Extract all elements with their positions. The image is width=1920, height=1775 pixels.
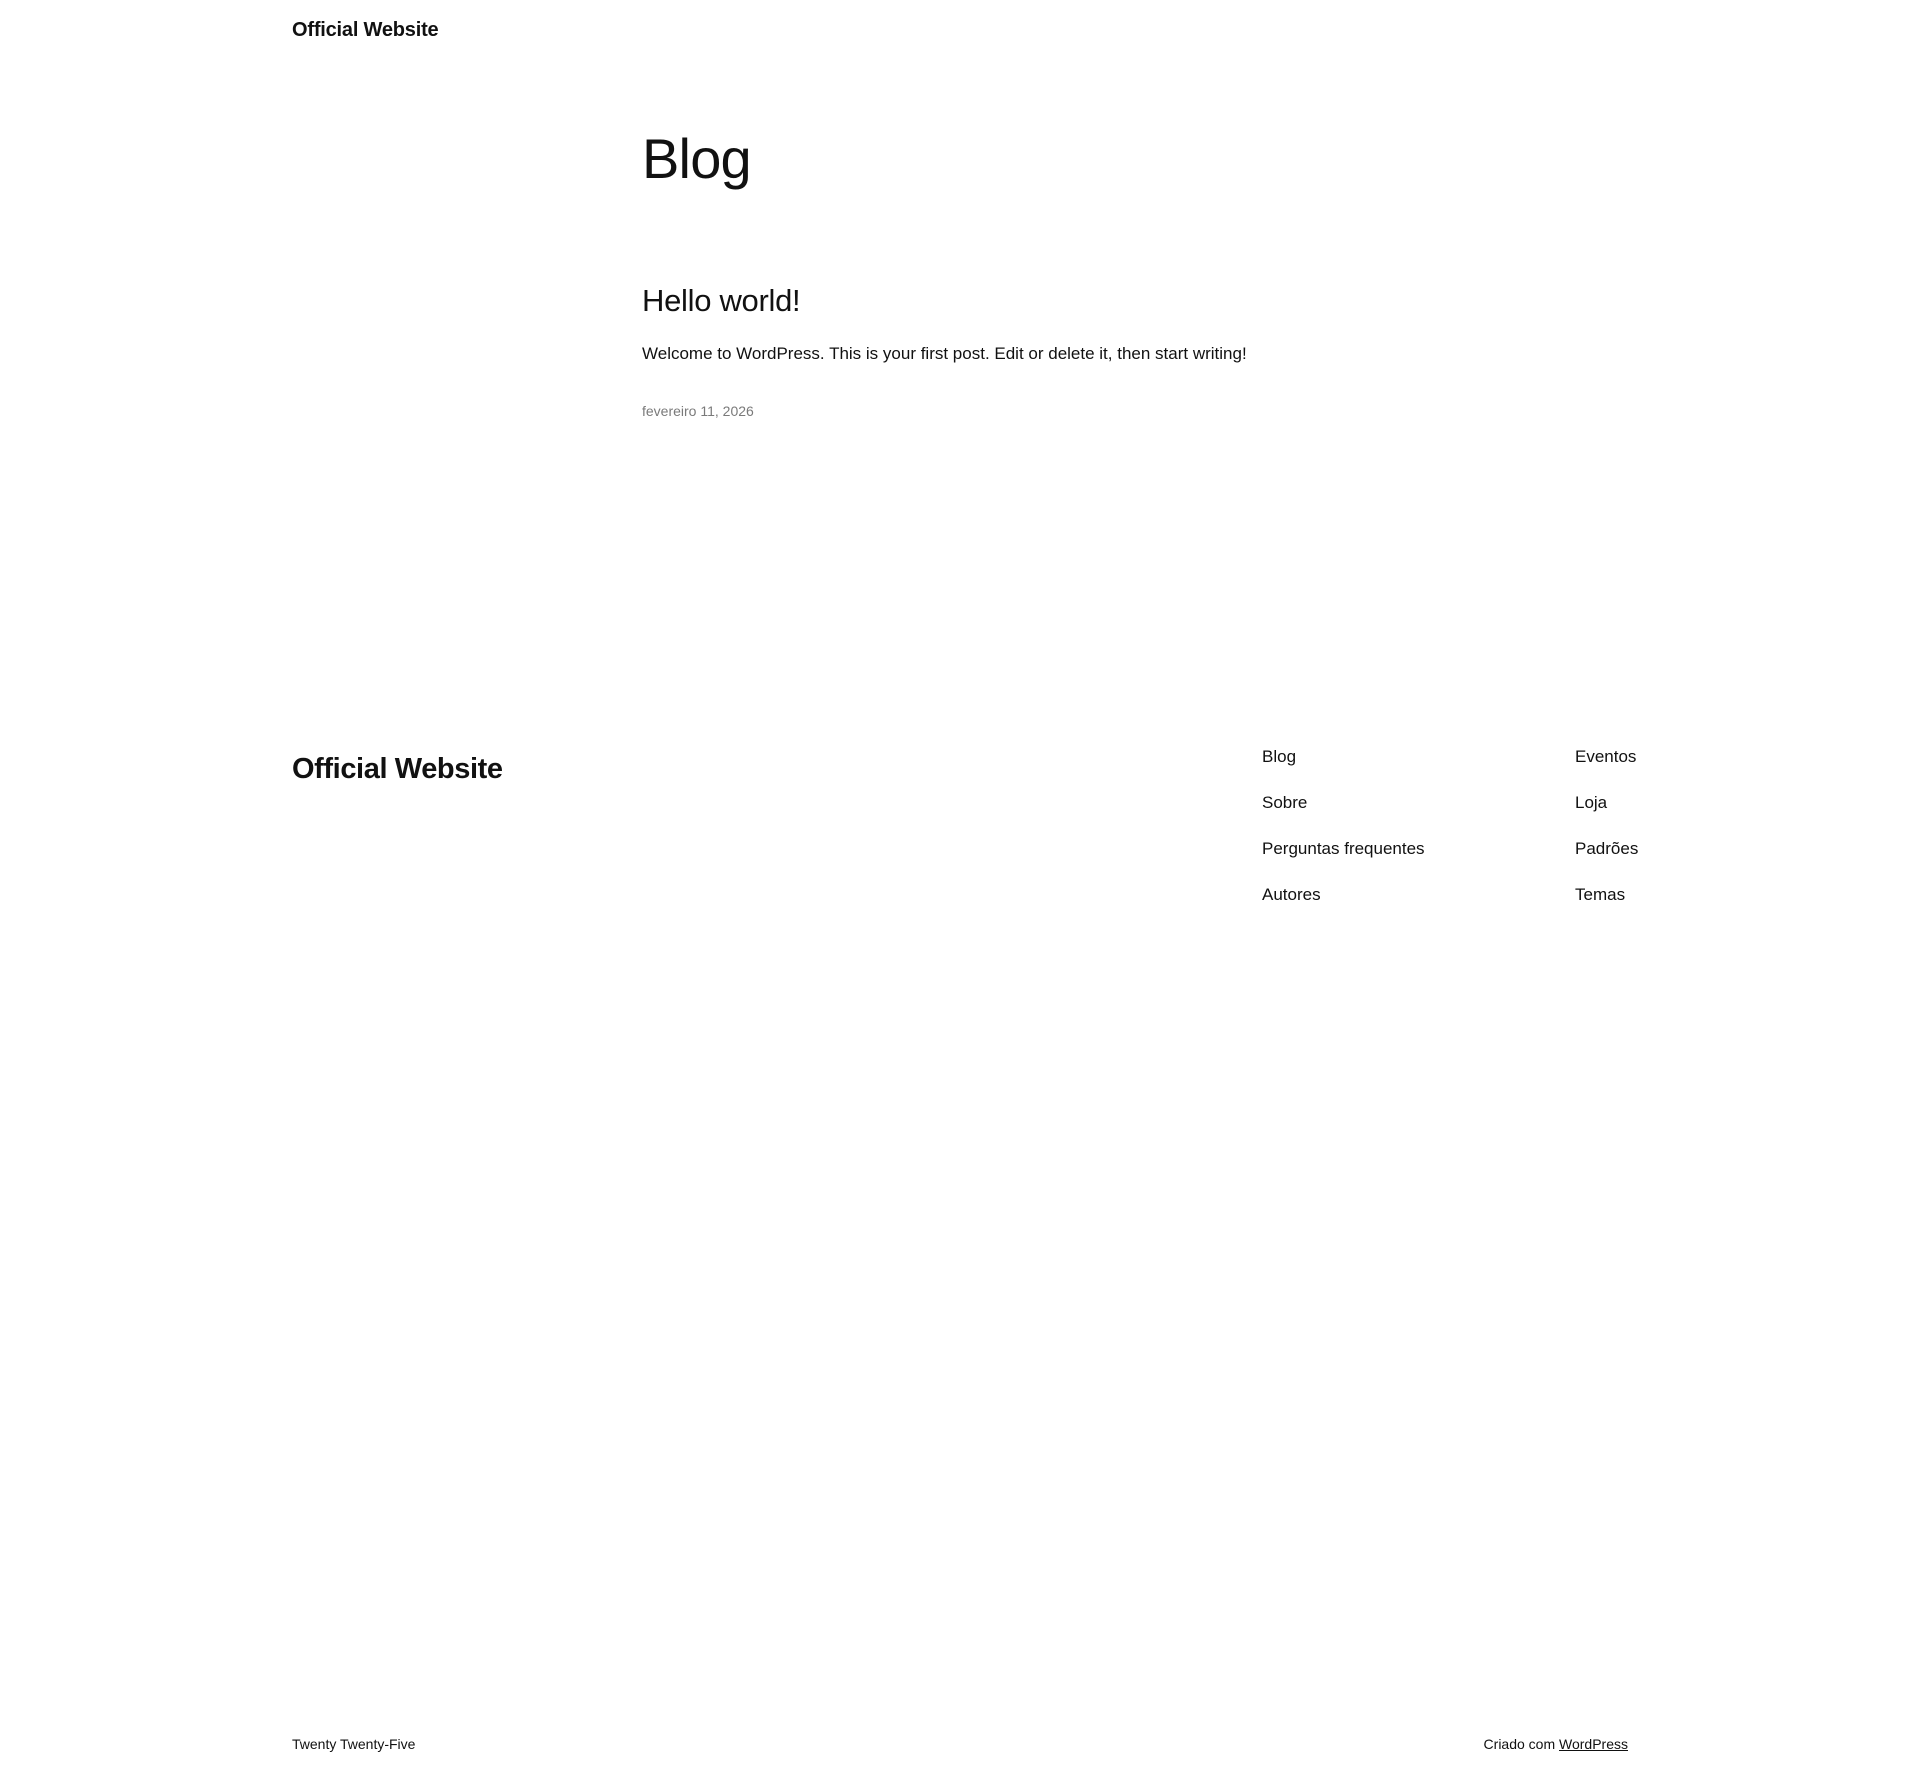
post-title — [642, 282, 1342, 319]
footer-link-eventos[interactable]: Eventos — [1575, 747, 1637, 766]
footer-link-padroes[interactable]: Padrões — [1575, 839, 1639, 859]
post-date — [642, 402, 1342, 422]
theme-name: Twenty Twenty-Five — [292, 1736, 416, 1752]
footer-bottom-bar — [0, 1735, 1920, 1775]
footer-site-title-link[interactable]: Official Website — [292, 753, 503, 785]
wordpress-link[interactable]: WordPress — [1559, 1736, 1628, 1752]
footer-nav-column-1 — [1262, 746, 1575, 906]
footer-link-sobre[interactable]: Sobre — [1262, 793, 1308, 813]
page-title: Blog — [642, 127, 751, 190]
site-title-link[interactable]: Official Website — [292, 19, 439, 41]
footer-link-autores[interactable]: Autores — [1262, 885, 1321, 905]
post-date-link[interactable]: fevereiro 11, 2026 — [642, 402, 754, 419]
powered-by-credit — [1484, 1735, 1628, 1755]
footer-link-loja[interactable]: Loja — [1575, 793, 1608, 813]
footer-nav-column-2 — [1575, 746, 1888, 906]
footer-link-blog[interactable]: Blog — [1262, 747, 1297, 766]
post-list-item — [642, 282, 1342, 421]
site-header — [292, 18, 438, 42]
post-title-link[interactable]: Hello world! — [642, 283, 801, 318]
footer-link-temas[interactable]: Temas — [1575, 885, 1626, 905]
post-excerpt: Welcome to WordPress. This is your first post. Edit or delete it, then start writing! — [642, 344, 1247, 364]
powered-by-prefix: Criado com — [1483, 1736, 1560, 1752]
footer-link-perguntas-frequentes[interactable]: Perguntas frequentes — [1262, 839, 1425, 859]
footer-navigation — [1262, 746, 1888, 906]
